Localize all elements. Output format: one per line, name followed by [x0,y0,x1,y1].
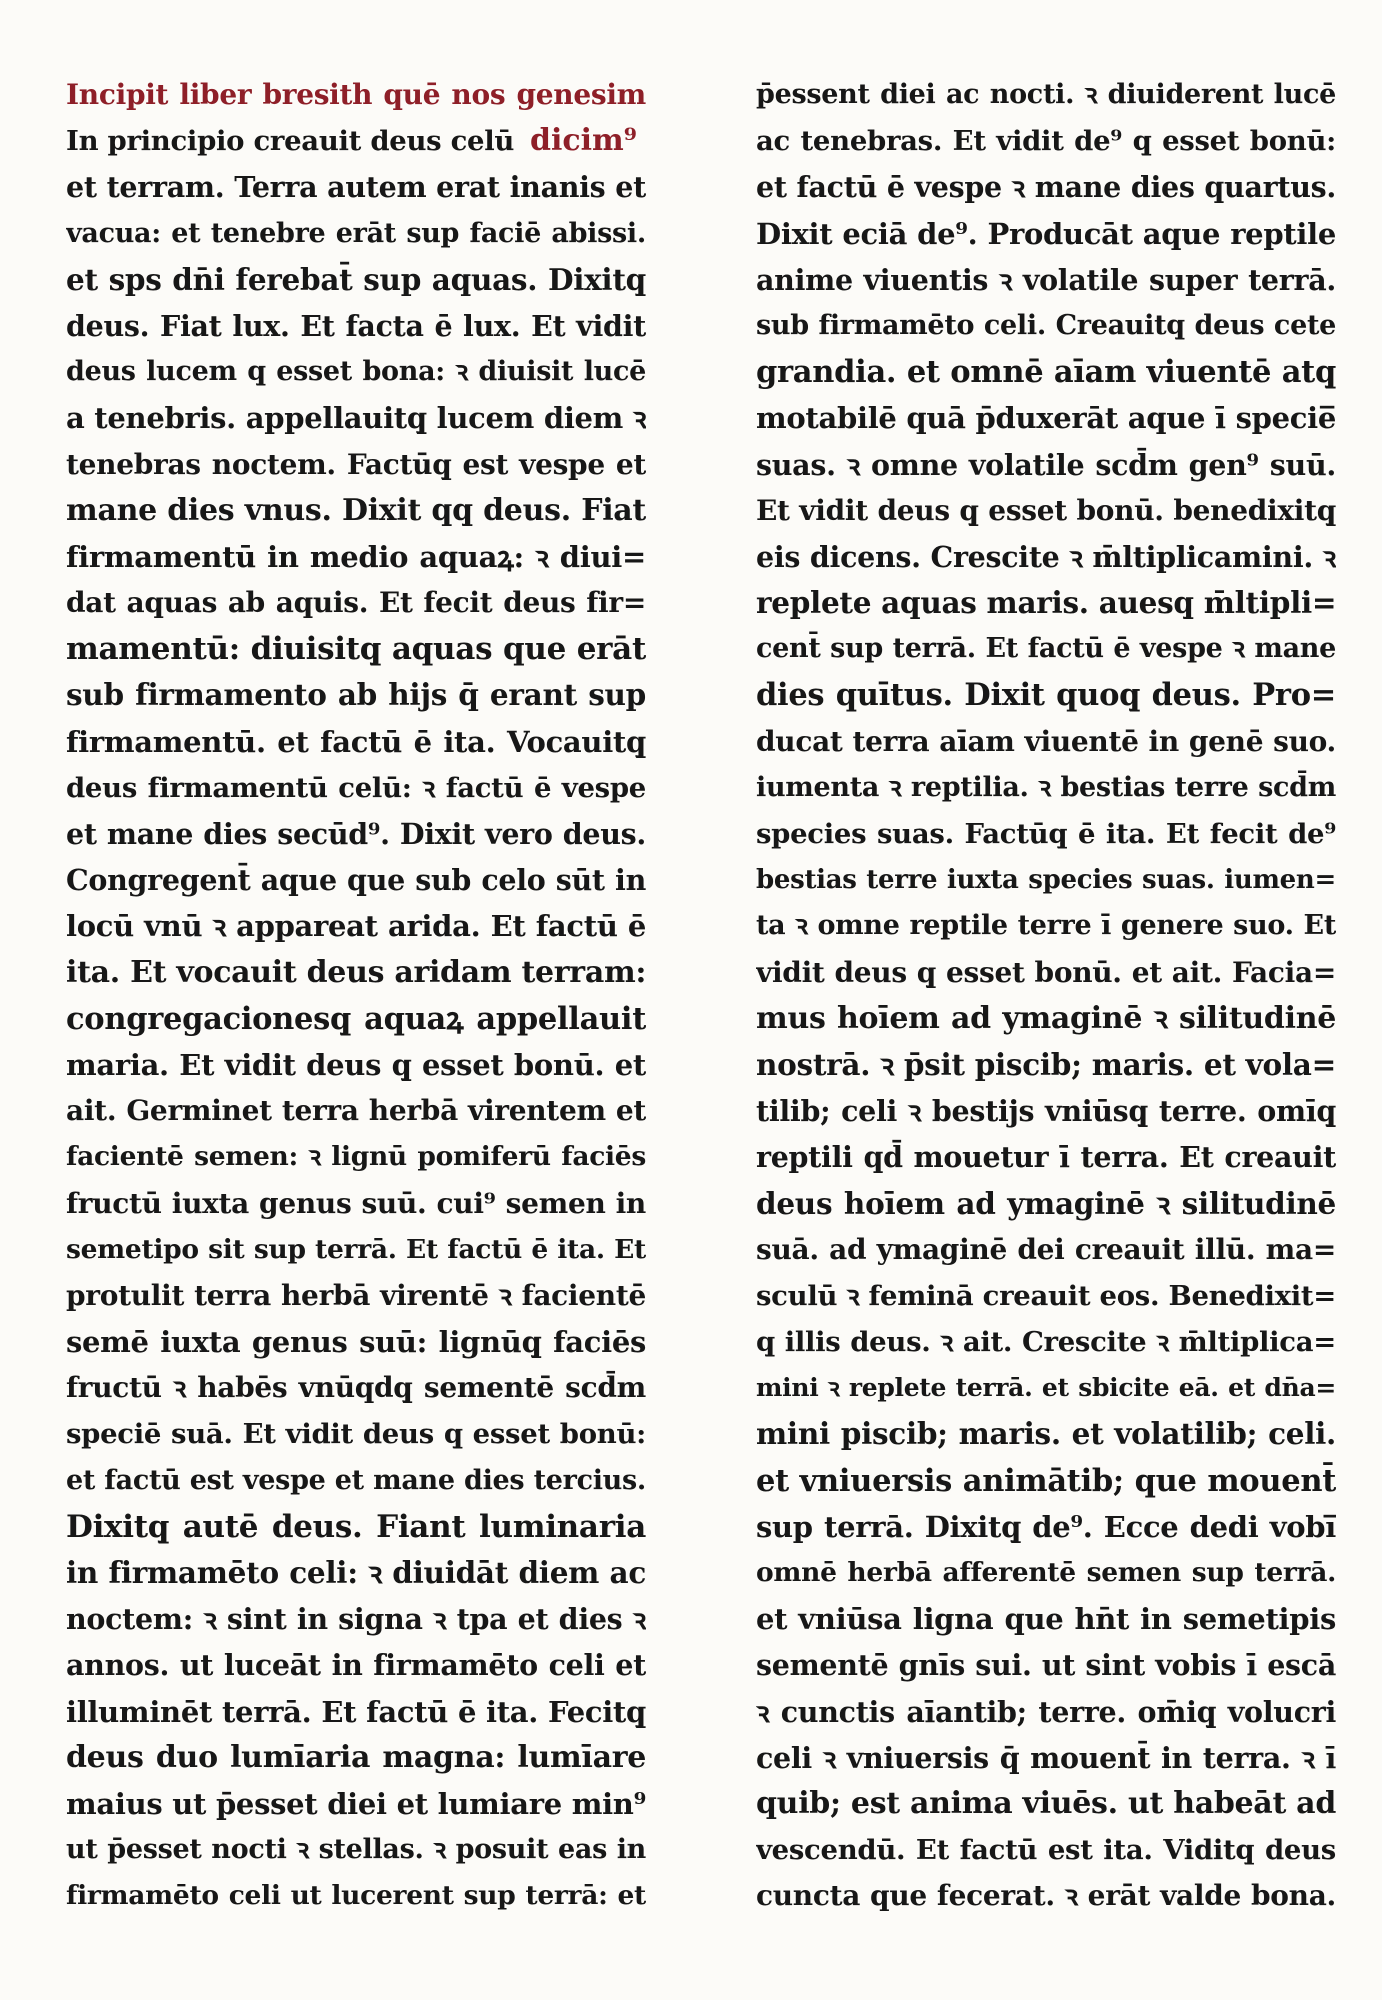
right-column-line: cent̄ sup terrā. Et factū ē vespe ꝛ mane [756,633,1336,665]
right-column-line: species suas. Factūq̧ ē ita. Et fecit de⁹ [756,818,1336,850]
left-column-line: fructū iuxta genus suū. cui⁹ semen in [66,1186,646,1220]
heading-marginal-rubric: dicim⁹ [530,123,637,158]
left-column-line: ut p̄esset nocti ꝛ stellas. ꝛ posuit eas in [66,1834,646,1866]
left-column-line: sub firmamento ab hijs q̄ erant sup [66,677,646,713]
left-column-line: In principio creauit deus celū [66,125,515,158]
right-column-line: q̧ illis deus. ꝛ ait. Crescite ꝛ m̄ltiplica= [756,1326,1336,1359]
right-column-line: et vniuersis animātib; que mouent̄ [756,1462,1336,1499]
right-column-line: mini ꝛ replete terrā. et sbicite eā. et dn̄a= [756,1373,1336,1403]
right-column-line: vidit deus q̧ esset bonū. et ait. Facia= [756,955,1336,989]
left-column-line: deus lucem q̧ esset bona: ꝛ diuisit lucē [66,356,646,388]
left-column-line: vacua: et tenebre erāt sup faciē abissi. [66,217,646,249]
left-column-line: et terram. Terra autem erat inanis et [66,170,646,205]
right-column-line: sementē gnīs sui. ut sint vobis ī escā [756,1648,1336,1683]
right-column [756,72,1336,1920]
right-column-line: tilib; celi ꝛ bestijs vniūsq̧ terre. omīq̧ [756,1094,1336,1129]
right-column-line: quib; est anima viuēs. ut habeāt ad [756,1785,1336,1821]
left-column-line: deus duo lumīaria magna: lumīare [66,1739,646,1775]
right-column-line: sup terrā. Dixitq̧ de⁹. Ecce dedi vobi̅ [756,1509,1336,1544]
left-column-line: Congregent̄ aque que sub celo sūt in [66,863,646,898]
right-column-line: iumenta ꝛ reptilia. ꝛ bestias terre scd̄m [756,771,1336,803]
left-column-line: deus firmamentū celū: ꝛ factū ē vespe [66,771,646,804]
right-column-line: sculū ꝛ feminā creauit eos. Benedixit= [756,1279,1336,1312]
right-column-line: et vniūsa ligna que hn̄t in semetipis [756,1602,1336,1637]
left-column-line: fructū ꝛ habēs vnūqdq̧ sementē scd̄m [66,1371,646,1405]
left-column-line: et sps dn̄i ferebat̄ sup aquas. Dixitq̧ [66,261,646,297]
left-column-line: illuminēt terrā. Et factū ē ita. Fecitq̧ [66,1694,646,1729]
right-column-line: suā. ad ymaginē dei creauit illū. ma= [756,1232,1336,1266]
left-column-line: semē iuxta genus suū: lignūq̧ faciēs [66,1325,646,1360]
right-column-line: p̄essent diei ac nocti. ꝛ diuiderent lucē [756,79,1336,110]
left-column-line: Dixitq̧ autē deus. Fiant luminaria [66,1508,646,1545]
right-column-line: ac tenebras. Et vidit de⁹ q̧ esset bonū: [756,125,1336,158]
right-column-line: vescendū. Et factū est ita. Viditq̧ deus [756,1834,1336,1867]
right-column-line: Et vidit deus q̧ esset bonū. benedixitq̧ [756,493,1336,527]
left-column-line: protulit terra herbā virentē ꝛ facientē [66,1278,646,1312]
left-column-line: ait. Germinet terra herbā virentem et [66,1094,646,1128]
right-column-line: sub firmamēto celi. Creauitq̧ deus cete [756,309,1336,341]
right-column-line: Dixit eciā de⁹. Producāt aque reptile [756,216,1336,251]
left-column-line: et factū est vespe et mane dies tercius. [66,1464,646,1496]
left-column-line: firmamentū in medio aquaꝝ: ꝛ diui= [66,539,646,574]
right-column-line: ꝛ cunctis aīantib; terre. om̄iq̧ volucri [756,1694,1336,1729]
left-column-line: locū vnū ꝛ appareat arida. Et factū ē [66,909,646,944]
left-column-line: mamentū: diuisitq̧ aquas que erāt [66,631,646,668]
left-column-line: noctem: ꝛ sint in signa ꝛ tpa et dies ꝛ [66,1602,646,1637]
right-column-line: grandia. et omnē aīam viuentē atq̧ [756,354,1336,391]
right-column-line: suas. ꝛ omne volatile scd̄m gen⁹ suū. [756,447,1336,482]
right-column-line: eis dicens. Crescite ꝛ m̄ltiplicamini. ꝛ [756,539,1336,574]
left-column-line: facientē semen: ꝛ lignū pomiferū faciēs [66,1141,646,1173]
right-column-line: bestias terre iuxta species suas. iumen= [756,865,1336,896]
left-column-line: dat aquas ab aquis. Et fecit deus fir= [66,586,646,620]
left-column-line: firmamentū. et factū ē ita. Vocauitq̧ [66,724,646,759]
left-column-line: semetipo sit sup terrā. Et factū ē ita. Et [66,1233,646,1265]
left-column [66,72,646,1920]
left-column-line: congregacionesq̧ aquaꝝ appellauit [66,1000,646,1037]
left-column-line: deus. Fiat lux. Et facta ē lux. Et vidit [66,308,646,343]
right-column-line: omnē herbā afferentē semen sup terrā. [756,1557,1336,1588]
right-column-lines [756,72,1336,1920]
right-column-line: nostrā. ꝛ p̄sit piscib; maris. et vola= [756,1046,1336,1082]
left-column-line: maius ut p̄esset diei et lumiare min⁹ [66,1786,646,1821]
left-column-line: ita. Et vocauit deus aridam terram: [66,954,646,990]
right-column-line: ducat terra aīam viuentē in genē suo. [756,724,1336,758]
left-column-line: in firmamēto celi: ꝛ diuidāt diem ac [66,1555,646,1590]
right-column-line: cuncta que fecerat. ꝛ erāt valde bona. [756,1879,1336,1913]
left-column-line: et mane dies secūd⁹. Dixit vero deus. [66,817,646,851]
left-column-line: tenebras noctem. Factūq̧ est vespe et [66,447,646,481]
right-column-line: et factū ē vespe ꝛ mane dies quartus. [756,170,1336,205]
right-column-line: motabilē quā p̄duxerāt aque ī specie̅ [756,401,1336,436]
incipit-heading: Incipit liber bresith quē nos genesim [66,78,646,111]
left-column-line: firmamēto celi ut lucerent sup terrā: et [66,1880,646,1912]
right-column-line: anime viuentis ꝛ volatile super terrā. [756,262,1336,297]
right-column-line: celi ꝛ vniuersis q̄ mouent̄ in terra. ꝛ ī [756,1740,1336,1775]
right-column-line: replete aquas maris. auesq̧ m̄ltipli= [756,585,1336,621]
right-column-line: mini piscib; maris. et volatilib; celi. [756,1416,1336,1452]
left-column-line: a tenebris. appellauitq̧ lucem diem ꝛ [66,401,646,436]
right-column-line: ta ꝛ omne reptile terre ī genere suo. Et [756,910,1336,942]
left-column-line: annos. ut luceāt in firmamēto celi et [66,1648,646,1683]
left-column-lines [66,118,646,1919]
right-column-line: deus hoīem ad ymaginē ꝛ silitudinē [756,1185,1336,1221]
right-column-line: reptili qd̄ mouetur ī terra. Et creauit [756,1140,1336,1175]
left-column-line: maria. Et vidit deus q̧ esset bonū. et [66,1047,646,1082]
right-column-line: mus hoīem ad ymaginē ꝛ silitudinē [756,1000,1336,1036]
left-column-line: mane dies vnus. Dixit qq̧ deus. Fiat [66,492,646,528]
right-column-line: dies quītus. Dixit quoq̧ deus. Pro= [756,677,1336,714]
left-column-line: speciē suā. Et vidit deus q̧ esset bonū: [66,1418,646,1451]
